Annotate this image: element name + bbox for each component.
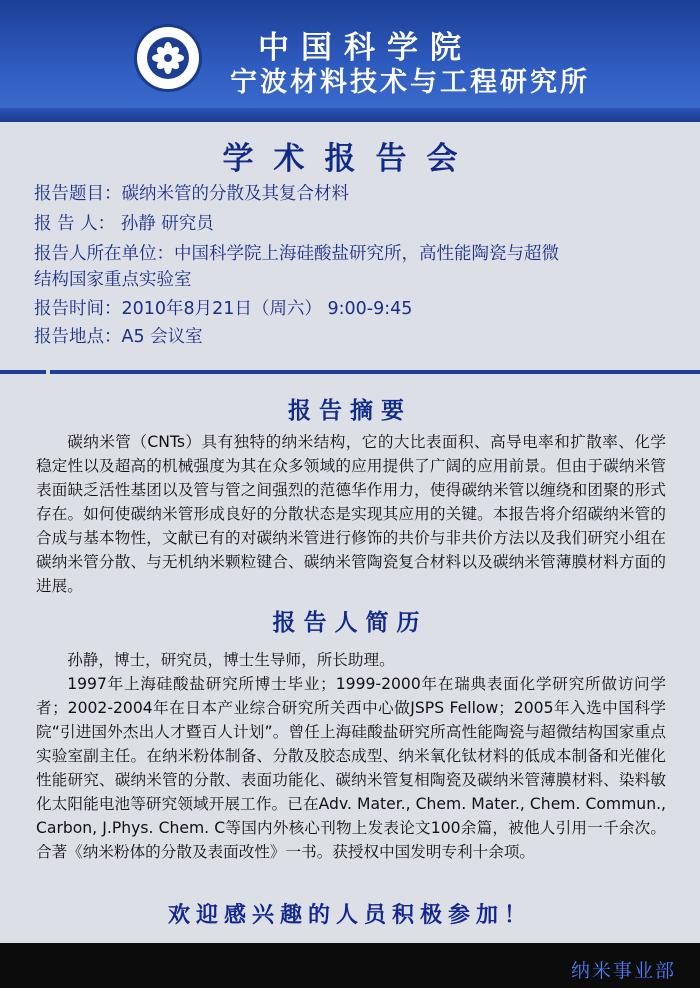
flower-emblem-icon [137,27,199,89]
report-affiliation-line1: 报告人所在单位：中国科学院上海硅酸盐研究所，高性能陶瓷与超微 [34,244,559,264]
cas-logo [134,24,202,92]
org-name: 中国科学院 [258,30,473,66]
institute-name: 宁波材料技术与工程研究所 [230,67,590,98]
report-location: 报告地点：A5 会议室 [34,327,203,347]
bio-intro: 孙静，博士，研究员，博士生导师，所长助理。 [67,651,395,669]
report-affiliation-line2: 结构国家重点实验室 [34,270,192,290]
event-title: 学术报告会 [222,141,478,177]
divider-right [50,370,700,374]
bio-text: 1997年上海硅酸盐研究所博士毕业；1999-2000年在瑞典表面化学研究所做访问学者；2002-2004年在日本产业综合研究所关西中心做JSPS Fellow；2005年入选中国科学院“引进国外杰出人才暨百人计划”。曾任上海硅酸盐研究所高性能陶瓷与超微结构国家重点实验室副主任。在纳米粉体制备、分散及胶态成型、纳米氧化钛材料的低成本制备和光催化性能研究、碳纳米管的分散、表面功能化、碳纳米管复相陶瓷及碳纳米管薄膜材料、染料敏化太阳能电池等研究领域开展工作。已在Adv. Mater., Chem. Mater., Chem. Commun., Carbon, J.Phys. Chem. C等国内外核心刊物上发表论文100余篇，被他人引用一千余次。合著《纳米粉体的分散及表面改性》一书。获授权中国发明专利十余项。 [36,675,666,861]
report-time: 报告时间：2010年8月21日（周六） 9:00-9:45 [34,299,413,319]
divider-left [0,370,46,374]
report-topic: 报告题目：碳纳米管的分散及其复合材料 [34,184,349,204]
report-speaker: 报 告 人： 孙静 研究员 [34,214,214,234]
abstract-text: 碳纳米管（CNTs）具有独特的纳米结构，它的大比表面积、高导电率和扩散率、化学稳定性以及超高的机械强度为其在众多领域的应用提供了广阔的应用前景。但由于碳纳米管表面缺乏活性基团以及管与管之间强烈的范德华作用力，使得碳纳米管以缠绕和团聚的形式存在。如何使碳纳米管形成良好的分散状态是实现其应用的关键。本报告将介绍碳纳米管的合成与基本物性，文献已有的对碳纳米管进行修饰的共价与非共价方法以及我们研究小组在碳纳米管分散、与无机纳米颗粒键合、碳纳米管陶瓷复合材料以及碳纳米管薄膜材料方面的进展。 [36,433,666,595]
header-shade [0,108,700,122]
department-name: 纳米事业部 [570,960,676,982]
bio-heading: 报告人简历 [272,610,428,636]
abstract-heading: 报告摘要 [288,398,412,424]
welcome-message: 欢迎感兴趣的人员积极参加！ [167,902,532,928]
